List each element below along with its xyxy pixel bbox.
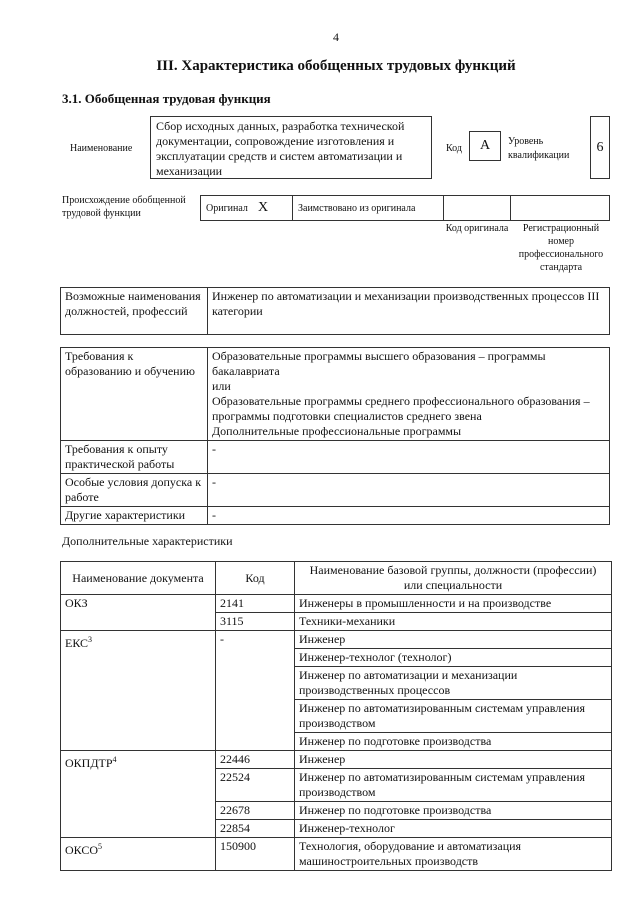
doc-cell: ОКЗ: [61, 595, 216, 631]
admission-value: -: [208, 474, 610, 507]
code-cell: 22854: [216, 820, 295, 838]
origin-divider-2: [443, 195, 444, 221]
additional-table: [60, 561, 612, 871]
table-header-row: [61, 562, 612, 595]
table-row: [61, 751, 612, 769]
education-line: или: [212, 379, 231, 393]
header-name: Наименование базовой группы, должности (профессии) или специальности: [295, 562, 612, 595]
level-label: Уровень квалификации: [508, 136, 570, 161]
code-cell: -: [216, 631, 295, 751]
code-cell: 22678: [216, 802, 295, 820]
header-document: Наименование документа: [61, 562, 216, 595]
subsection-title: 3.1. Обобщенная трудовая функция: [62, 91, 271, 106]
code-cell: 22524: [216, 769, 295, 802]
function-name-value: Сбор исходных данных, разработка технической документации, сопровождение изготовления и эксплуатации средств и систем автоматизации и механизации: [156, 119, 405, 178]
footnote-mark: 3: [88, 635, 93, 644]
level-value-box: [590, 116, 610, 179]
doc-cell: ЕКС$^3$: [61, 631, 216, 751]
name-cell: Инженер по подготовке производства: [295, 802, 612, 820]
page-number: 4: [333, 30, 339, 44]
name-cell: Инженер по автоматизированным системам управления производством: [295, 769, 612, 802]
name-cell: Инженер: [295, 631, 612, 649]
admission-label: Особые условия допуска к работе: [61, 474, 208, 507]
requirements-row: [61, 348, 610, 441]
requirements-row: [61, 474, 610, 507]
code-cell: 22446: [216, 751, 295, 769]
education-line: Образовательные программы среднего профессионального образования – программы подготовки специалистов среднего звена: [212, 394, 590, 423]
code-cell: 3115: [216, 613, 295, 631]
code-value: A: [479, 138, 491, 153]
name-cell: Инженер-технолог: [295, 820, 612, 838]
name-cell: Инженер по автоматизированным системам управления производством: [295, 700, 612, 733]
name-cell: Инженер по автоматизации и механизации производственных процессов: [295, 667, 612, 700]
education-label: Требования к образованию и обучению: [61, 348, 208, 441]
name-label: Наименование: [70, 143, 133, 154]
header-code: Код: [216, 562, 295, 595]
table-row: [61, 631, 612, 649]
requirements-row: [61, 441, 610, 474]
original-label: Оригинал: [206, 203, 248, 214]
positions-table: [60, 287, 610, 335]
original-mark: X: [258, 200, 269, 215]
origin-divider-3: [510, 195, 511, 221]
section-title: III. Характеристика обобщенных трудовых функций: [156, 58, 516, 74]
education-line: Образовательные программы высшего образования – программы бакалавриата: [212, 349, 546, 378]
name-cell: Технология, оборудование и автоматизация машиностроительных производств: [295, 838, 612, 871]
experience-value: -: [208, 441, 610, 474]
other-value: -: [208, 507, 610, 525]
doc-cell: ОКПДТР$^4$: [61, 751, 216, 838]
code-cell: 2141: [216, 595, 295, 613]
code-value-box: [469, 131, 501, 161]
name-cell: Инженеры в промышленности и на производстве: [295, 595, 612, 613]
origin-label: Происхождение обобщенной трудовой функции: [62, 195, 186, 219]
positions-value: Инженер по автоматизации и механизации производственных процессов III категории: [208, 288, 610, 335]
code-cell: 150900: [216, 838, 295, 871]
footnote-mark: 4: [112, 755, 117, 764]
other-label: Другие характеристики: [61, 507, 208, 525]
name-cell: Инженер по подготовке производства: [295, 733, 612, 751]
level-value: 6: [596, 140, 604, 155]
name-cell: Техники-механики: [295, 613, 612, 631]
origin-divider-1: [292, 195, 293, 221]
footnote-mark: 5: [98, 842, 103, 851]
positions-row: [61, 288, 610, 335]
borrowed-label: Заимствовано из оригинала: [298, 203, 416, 214]
name-cell: Инженер: [295, 751, 612, 769]
additional-title: Дополнительные характеристики: [62, 534, 233, 548]
requirements-row: [61, 507, 610, 525]
table-row: [61, 838, 612, 871]
requirements-table: [60, 347, 610, 525]
code-original-caption: Код оригинала: [445, 223, 509, 234]
reg-number-caption: Регистрационный номер профессионального стандарта: [518, 223, 604, 273]
education-line: Дополнительные профессиональные программы: [212, 424, 462, 438]
code-label: Код: [446, 143, 462, 154]
doc-cell: ОКСО$^5$: [61, 838, 216, 871]
positions-label: Возможные наименования должностей, профессий: [61, 288, 208, 335]
education-value: [208, 348, 610, 441]
table-row: [61, 595, 612, 613]
name-cell: Инженер-технолог (технолог): [295, 649, 612, 667]
experience-label: Требования к опыту практической работы: [61, 441, 208, 474]
function-name-box: [150, 116, 432, 179]
